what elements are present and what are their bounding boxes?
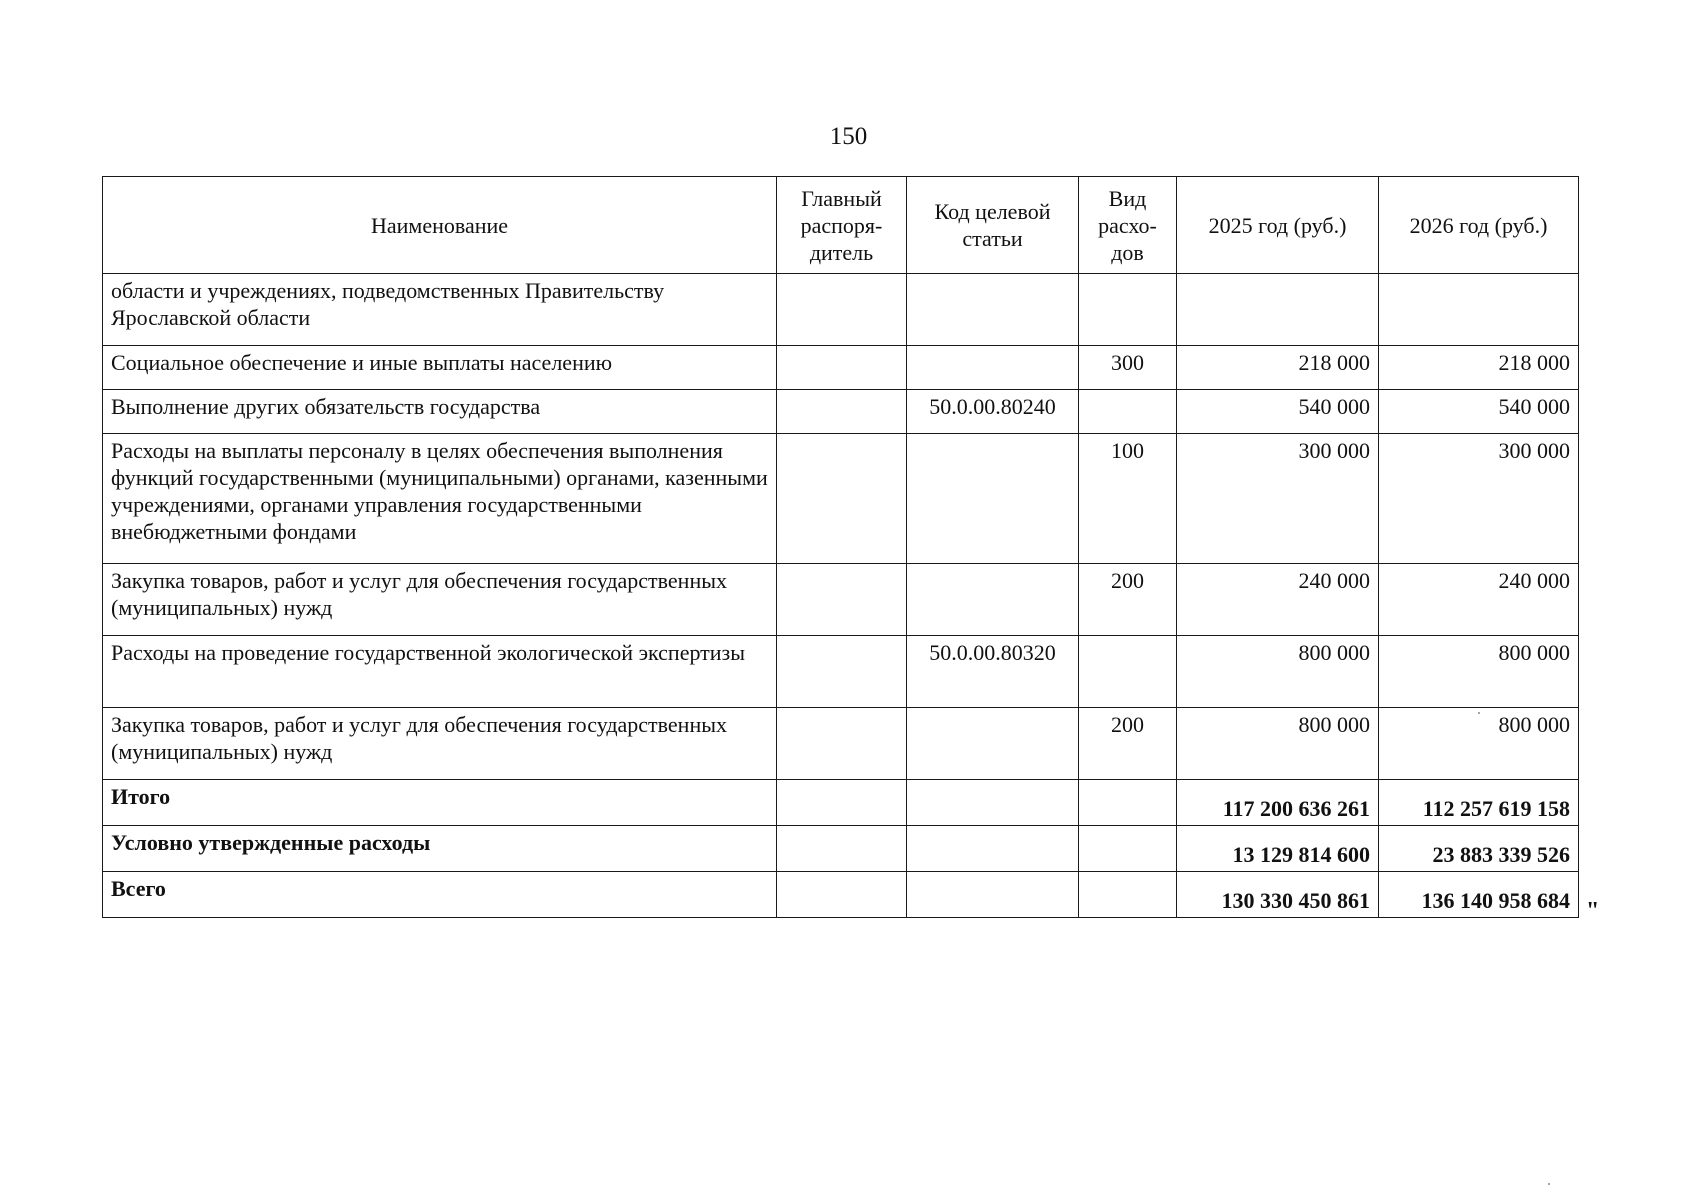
total-amount-2026: 23 883 339 526 <box>1379 826 1579 872</box>
row-amount-2026 <box>1379 274 1579 346</box>
total-label: Условно утвержденные расходы <box>103 826 777 872</box>
total-empty-cell <box>907 826 1079 872</box>
header-year-2025: 2025 год (руб.) <box>1177 177 1379 274</box>
row-amount-2025: 800 000 <box>1177 708 1379 780</box>
total-empty-cell <box>777 780 907 826</box>
row-manager <box>777 390 907 434</box>
row-expense-type: 300 <box>1079 346 1177 390</box>
row-amount-2026: 800 000 <box>1379 636 1579 708</box>
row-target-code <box>907 274 1079 346</box>
row-manager <box>777 708 907 780</box>
header-name: Наименование <box>103 177 777 274</box>
row-name: Выполнение других обязательств государства <box>103 390 777 434</box>
total-amount-2026: 112 257 619 158 <box>1379 780 1579 826</box>
row-amount-2026: 800 000 <box>1379 708 1579 780</box>
header-expense-type: Вид расхо-дов <box>1079 177 1177 274</box>
table-header-row <box>103 177 1579 274</box>
budget-table <box>102 176 1579 918</box>
total-empty-cell <box>777 872 907 918</box>
total-empty-cell <box>1079 872 1177 918</box>
row-amount-2025: 218 000 <box>1177 346 1379 390</box>
row-expense-type <box>1079 390 1177 434</box>
row-expense-type: 200 <box>1079 708 1177 780</box>
row-target-code <box>907 434 1079 564</box>
total-amount-2026: 136 140 958 684 <box>1379 872 1579 918</box>
row-manager <box>777 346 907 390</box>
row-name: Социальное обеспечение и иные выплаты населению <box>103 346 777 390</box>
row-manager <box>777 434 907 564</box>
header-target-code: Код целевой статьи <box>907 177 1079 274</box>
total-amount-2025: 13 129 814 600 <box>1177 826 1379 872</box>
table-row <box>103 564 1579 636</box>
table-row <box>103 346 1579 390</box>
total-empty-cell <box>1079 826 1177 872</box>
total-empty-cell <box>1079 780 1177 826</box>
total-empty-cell <box>777 826 907 872</box>
total-label: Всего <box>103 872 777 918</box>
row-manager <box>777 564 907 636</box>
total-row-vsego <box>103 872 1579 918</box>
row-target-code: 50.0.00.80240 <box>907 390 1079 434</box>
row-amount-2026: 240 000 <box>1379 564 1579 636</box>
total-label: Итого <box>103 780 777 826</box>
table-row <box>103 274 1579 346</box>
row-amount-2025: 300 000 <box>1177 434 1379 564</box>
row-amount-2025: 240 000 <box>1177 564 1379 636</box>
table-row <box>103 708 1579 780</box>
row-amount-2025: 540 000 <box>1177 390 1379 434</box>
row-amount-2025 <box>1177 274 1379 346</box>
header-manager: Главный распоря-дитель <box>777 177 907 274</box>
row-amount-2026: 540 000 <box>1379 390 1579 434</box>
row-amount-2026: 218 000 <box>1379 346 1579 390</box>
total-row-conditional <box>103 826 1579 872</box>
page-number: 150 <box>829 123 868 150</box>
row-target-code <box>907 346 1079 390</box>
scan-speck <box>1478 712 1480 714</box>
total-amount-2025: 117 200 636 261 <box>1177 780 1379 826</box>
row-name: области и учреждениях, подведомственных Правительству Ярославской области <box>103 274 777 346</box>
scan-speck <box>1548 1183 1550 1185</box>
table-row <box>103 390 1579 434</box>
row-amount-2025: 800 000 <box>1177 636 1379 708</box>
row-amount-2026: 300 000 <box>1379 434 1579 564</box>
row-target-code <box>907 564 1079 636</box>
row-expense-type <box>1079 274 1177 346</box>
row-target-code <box>907 708 1079 780</box>
row-target-code: 50.0.00.80320 <box>907 636 1079 708</box>
row-name: Расходы на проведение государственной экологической экспертизы <box>103 636 777 708</box>
total-empty-cell <box>907 872 1079 918</box>
row-expense-type: 100 <box>1079 434 1177 564</box>
table-row <box>103 636 1579 708</box>
row-expense-type: 200 <box>1079 564 1177 636</box>
total-empty-cell <box>907 780 1079 826</box>
row-manager <box>777 274 907 346</box>
row-manager <box>777 636 907 708</box>
total-amount-2025: 130 330 450 861 <box>1177 872 1379 918</box>
table-row <box>103 434 1579 564</box>
total-row-itogo <box>103 780 1579 826</box>
closing-quote-mark: " <box>1586 898 1600 924</box>
row-name: Закупка товаров, работ и услуг для обеспечения государственных (муниципальных) нужд <box>103 708 777 780</box>
row-name: Закупка товаров, работ и услуг для обеспечения государственных (муниципальных) нужд <box>103 564 777 636</box>
header-year-2026: 2026 год (руб.) <box>1379 177 1579 274</box>
row-name: Расходы на выплаты персоналу в целях обеспечения выполнения функций государственными (муниципальными) органами, казенными учреждениями, органами управления государственными внебюджетными фондами <box>103 434 777 564</box>
row-expense-type <box>1079 636 1177 708</box>
